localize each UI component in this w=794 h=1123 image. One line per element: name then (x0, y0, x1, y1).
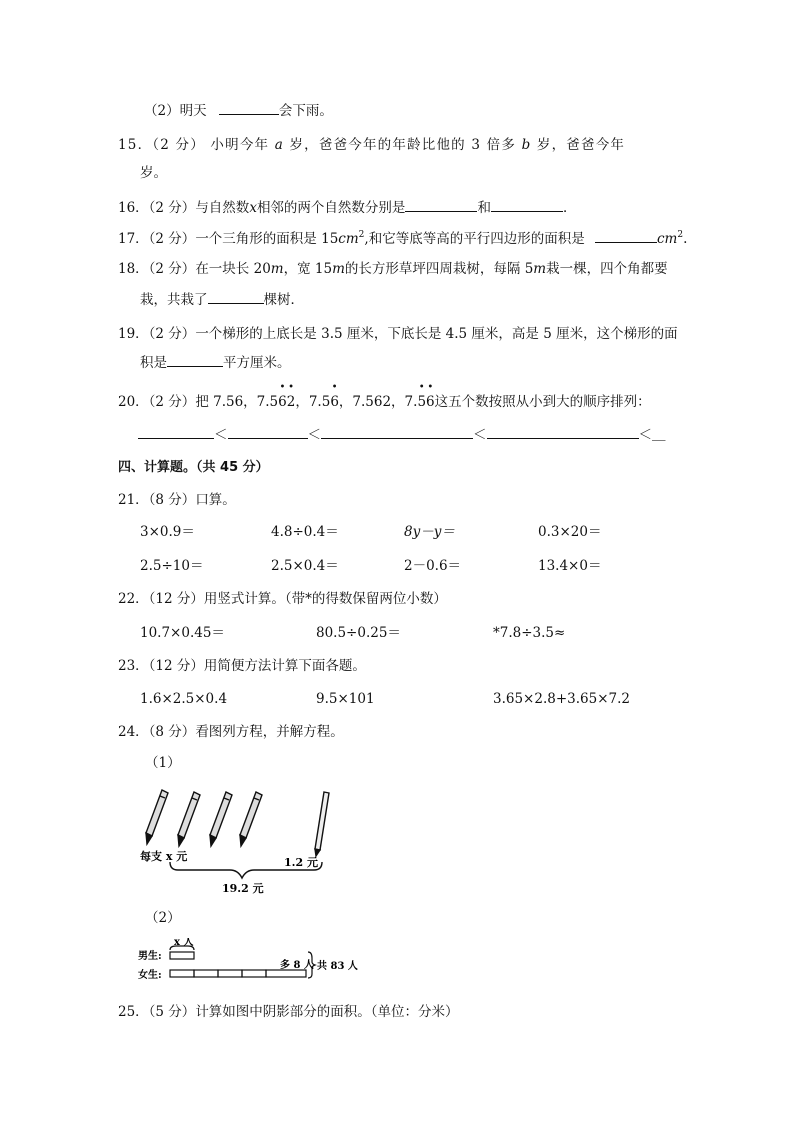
girls-bar-segment (218, 970, 242, 977)
q18-line1: 18．（2 分）在一块长 20m，宽 15m的长方形草坪四周栽树，每隔 5m栽一棵，四个角都要 (118, 261, 668, 277)
pencil-price-label: 1.2 元 (284, 856, 318, 869)
q23-item: 1.6×2.5×0.4 (140, 691, 228, 707)
answer-blank[interactable] (491, 197, 563, 212)
q21-item: 0.3×20＝ (538, 524, 602, 540)
answer-blank[interactable] (138, 424, 214, 439)
q24-part1-label: （1） (145, 755, 181, 771)
q15-line2: 岁。 (140, 165, 167, 181)
boys-label: 男生: (138, 951, 162, 962)
q21-item: 2.5÷10＝ (140, 558, 204, 574)
q18-line2: 栽，共栽了 棵树． (140, 289, 304, 310)
q21-item: 4.8÷0.4＝ (271, 524, 339, 540)
q21-item: 8y－y＝ (404, 524, 455, 540)
students-figure (138, 938, 358, 986)
answer-blank[interactable] (321, 424, 473, 439)
q25-heading: 25．（5 分）计算如图中阴影部分的面积。（单位：分米） (118, 1004, 459, 1020)
boys-bar (170, 952, 194, 959)
answer-blank[interactable] (219, 100, 279, 115)
answer-blank[interactable] (405, 197, 477, 212)
q23-item: 3.65×2.8+3.65×7.2 (493, 691, 630, 707)
q22-heading: 22．（12 分）用竖式计算。（带*的得数保留两位小数） (118, 591, 447, 607)
pen-icon (210, 792, 232, 838)
q24-heading: 24．（8 分）看图列方程，并解方程。 (118, 724, 344, 740)
each-price-label: 每支 x 元 (140, 850, 188, 863)
more-label: 多 8 人 (280, 960, 314, 971)
q20-line2: ＜ ＜ ＜ ＜＿ (138, 424, 666, 445)
section-title: 四、计算题。（共 45 分） (118, 460, 269, 475)
q15-line1: 15．（2 分） 小明今年 a 岁，爸爸今年的年龄比他的 3 倍多 b 岁，爸爸今年 (118, 137, 626, 153)
answer-blank[interactable] (167, 352, 223, 367)
q22-item: 80.5÷0.25＝ (316, 625, 401, 641)
q22-item: 10.7×0.45＝ (140, 625, 225, 641)
girls-bar-segment (170, 970, 194, 977)
pencil-icon (315, 792, 329, 850)
girls-extra-segment (266, 970, 306, 977)
boys-count-label: x 人 (174, 938, 194, 948)
total-price-label: 19.2 元 (222, 882, 264, 895)
q19-line2: 积是 平方厘米。 (140, 352, 291, 373)
girls-bar-segment (242, 970, 266, 977)
q21-item: 2－0.6＝ (404, 558, 462, 574)
q19-line1: 19．（2 分）一个梯形的上底长是 3.5 厘米，下底长是 4.5 厘米，高是 5 厘米，这个梯形的面 (118, 326, 678, 342)
q21-item: 3×0.9＝ (140, 524, 195, 540)
q22-item: *7.8÷3.5≈ (493, 625, 566, 641)
q16: 16．（2 分）与自然数x相邻的两个自然数分别是 和 ． (118, 197, 576, 218)
q14-sub2: （2）明天 会下雨。 (144, 100, 333, 121)
answer-blank[interactable] (487, 424, 639, 439)
q21-item: 13.4×0＝ (538, 558, 602, 574)
answer-blank[interactable] (228, 424, 308, 439)
pen-icon (178, 792, 200, 838)
pen-icon (146, 790, 168, 836)
total-students-label: 共 83 人 (317, 961, 358, 972)
girls-label: 女生: (138, 970, 162, 981)
q20-line1: 20．（2 分）把 7.56，7.5 • 6 • 2，7.5 • 6，7.562，7. • 5 • 6这五个数按照从小到大的顺序排列： (118, 382, 651, 410)
q23-heading: 23．（12 分）用简便方法计算下面各题。 (118, 658, 366, 674)
pens-figure (138, 784, 338, 896)
q21-item: 2.5×0.4＝ (271, 558, 339, 574)
girls-bar-segment (194, 970, 218, 977)
q17: 17．（2 分）一个三角形的面积是 $15cm^2$,和它等底等高的平行四边形的面积是 $cm^2$. (118, 230, 688, 247)
pen-icon (240, 792, 262, 838)
answer-blank[interactable] (208, 289, 264, 304)
q21-heading: 21．（8 分）口算。 (118, 492, 236, 508)
answer-blank[interactable] (595, 228, 657, 243)
q23-item: 9.5×101 (316, 691, 375, 707)
q24-part2-label: （2） (145, 910, 181, 926)
